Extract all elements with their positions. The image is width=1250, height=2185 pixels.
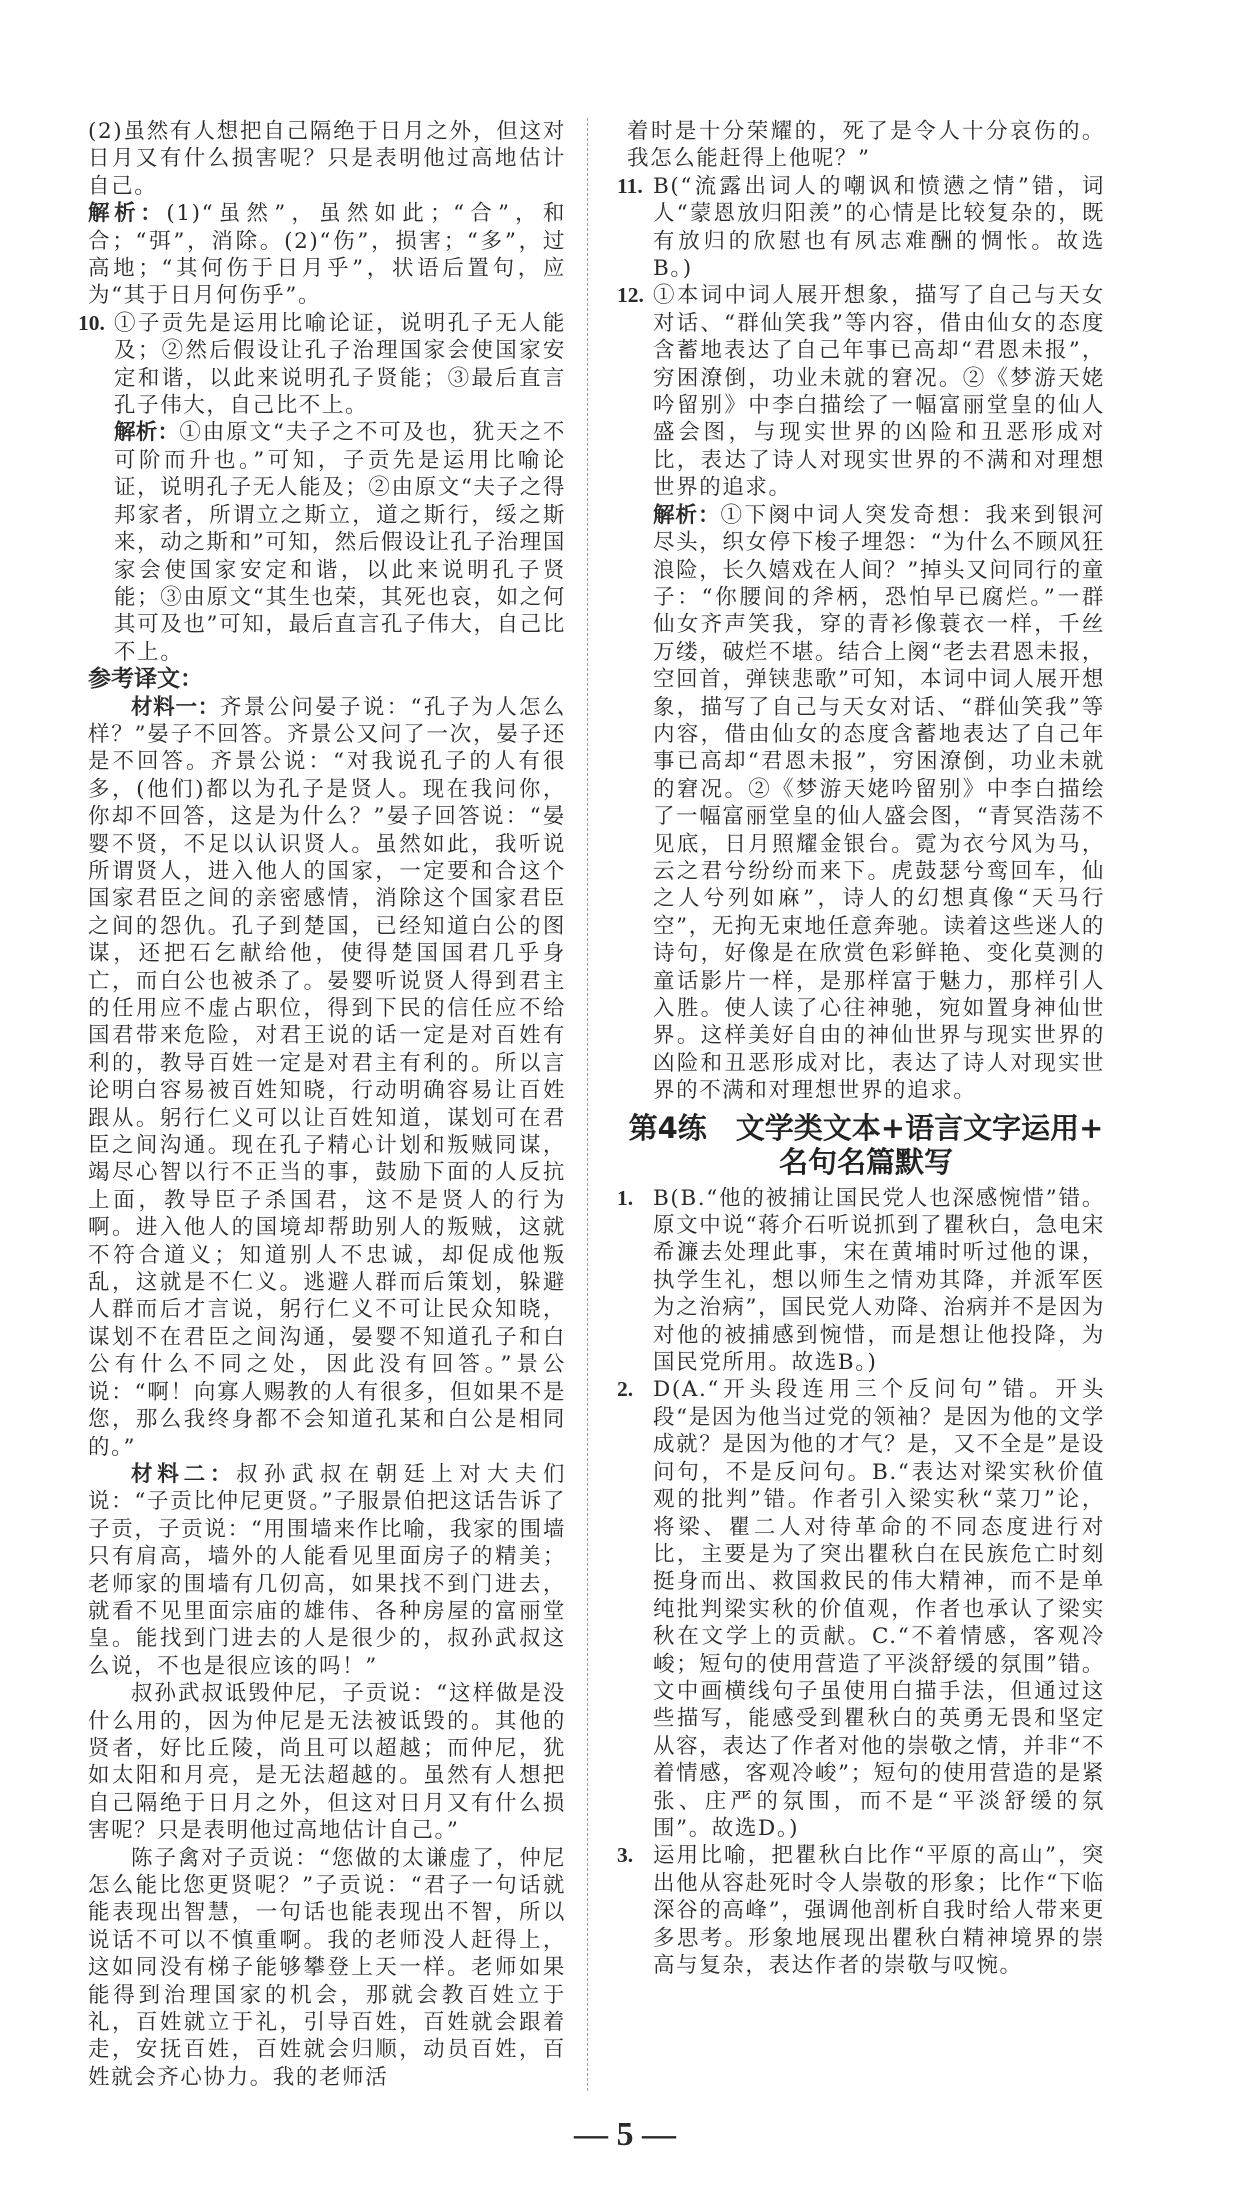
answer-text: 运用比喻，把瞿秋白比作“平原的高山”，突出他从容赴死时令人崇敬的形象；比作“下临深谷的高峰”，强调他剖析自我时给人带来更多思考。形象地展现出瞿秋白精神境界的崇高与复杂，表达作者的崇敬与叹惋。 bbox=[653, 1843, 1105, 1978]
translation-continued: 着时是十分荣耀的，死了是令人十分哀伤的。我怎么能赶得上他呢？” bbox=[627, 119, 1105, 172]
analysis-9 bbox=[88, 200, 566, 310]
answer-12 bbox=[617, 282, 1105, 501]
answer-10 bbox=[78, 310, 566, 420]
question-number: 10. bbox=[78, 310, 105, 335]
column-divider bbox=[587, 118, 588, 2091]
analysis-label: 解析： bbox=[653, 502, 721, 528]
analysis-label: 解析： bbox=[88, 201, 167, 227]
material-label: 材料二： bbox=[131, 1461, 237, 1487]
reference-translation-heading: 参考译文： bbox=[88, 666, 203, 693]
material-text: 齐景公问晏子说：“孔子为人怎么样？”晏子不回答。齐景公又问了一次，晏子还是不回答。齐景公说：“对我说孔子的人有很多，(他们)都以为孔子是贤人。现在我问你，你却不回答，这是为什么？”晏子回答说：“晏婴不贤，不足以认识贤人。虽然如此，我听说所谓贤人，进入他人的国家，一定要和合这个国家君臣之间的亲密感情，消除这个国家君臣之间的怨仇。孔子到楚国，已经知道白公的图谋，还把石乞献给他，使得楚国国君几乎身亡，而白公也被杀了。晏婴听说贤人得到君主的任用应不虚占职位，得到下民的信任应不给国君带来危险，对君王说的话一定是对百姓有利的，教导百姓一定是对君主有利的。所以言论明白容易被百姓知晓，行动明确容易让百姓跟从。躬行仁义可以让百姓知道，谋划可在君臣之间沟通。现在孔子精心计划和叛贼同谋，竭尽心智以行不正当的事，鼓励下面的人反抗上面，教导臣子杀国君，这不是贤人的行为啊。进入他人的国境却帮助别人的叛贼，这就不符合道义；知道别人不忠诚，却促成他叛乱，这就是不仁义。逃避人群而后策划，躲避人群而后才言说，躬行仁义不可让民众知晓，谋划不在君臣之间沟通，晏婴不知道孔子和白公有什么不同之处，因此没有回答。”景公说：“啊！向寡人赐教的人有很多，但如果不是您，那么我终身都不会知道孔某和白公是相同的。” bbox=[88, 694, 566, 1460]
answer-11 bbox=[617, 173, 1105, 283]
answer-1 bbox=[617, 1185, 1105, 1377]
translation-line: (2)虽然有人想把自己隔绝于日月之外，但这对日月又有什么损害呢？只是表明他过高地估计自己。 bbox=[88, 119, 566, 199]
question-number: 12. bbox=[617, 283, 644, 308]
answer-text: B(B.“他的被捕让国民党人也深感惋惜”错。原文中说“蒋介石听说抓到了瞿秋白，急电宋希濂去处理此事，宋在黄埔时听过他的课，执学生礼，想以师生之情劝其降，并派军医为之治病”，国民党人劝降、治病并不是因为对他的被捕感到惋惜，而是想让他投降，为国民党所用。故选B。) bbox=[653, 1185, 1105, 1376]
page-body bbox=[78, 0, 1123, 2091]
analysis-text: (1)“虽然”，虽然如此；“合”，和合；“弭”，消除。(2)“伤”，损害；“多”，过高地；“其何伤于日月乎”，状语后置句，应为“其于日月何伤乎”。 bbox=[88, 201, 566, 309]
material-2-para-3: 陈子禽对子贡说：“您做的太谦虚了，仲尼怎么能比您更贤呢？”子贡说：“君子一句话就能表现出智慧，一句话也能表现出不智，所以说话不可以不慎重啊。我的老师没人赶得上，这如同没有梯子能够攀登上天一样。老师如果能得到治理国家的机会，那就会教百姓立于礼，百姓就立于礼，引导百姓，百姓就会跟着走，安抚百姓，百姓就会归顺，动员百姓，百姓就会齐心协力。我的老师活 bbox=[88, 1845, 566, 2090]
analysis-text: ①下阕中词人突发奇想：我来到银河尽头，织女停下梭子埋怨：“为什么不顾风狂浪险，长久嬉戏在人间？”掉头又问同行的童子：“你腰间的斧柄，恐怕早已腐烂。”一群仙女齐声笑我，穿的青衫像蓑衣一样，千丝万缕，破烂不堪。结合上阕“老去君恩未报，空回首，弹铗悲歌”可知，本词中词人展开想象，描写了自己与天女对话、“群仙笑我”等内容，借由仙女的态度含蓄地表达了自己年事已高却“君恩未报”，穷困潦倒，功业未就的窘况。②《梦游天姥吟留别》中李白描绘了一幅富丽堂皇的仙人盛会图，“青冥浩荡不见底，日月照耀金银台。霓为衣兮风为马，云之君兮纷纷而来下。虎鼓瑟兮鸾回车，仙之人兮列如麻”，诗人的幻想真像“天马行空”，无拘无束地任意奔驰。读着这些迷人的诗句，好像是在欣赏色彩鲜艳、变化莫测的童话影片一样，是那样富于魅力，那样引人入胜。使人读了心往神驰，宛如置身神仙世界。这样美好自由的神仙世界与现实世界的凶险和丑恶形成对比，表达了诗人对现实世界的不满和对理想世界的追求。 bbox=[653, 502, 1105, 1104]
left-column bbox=[78, 118, 566, 2091]
question-number: 3. bbox=[617, 1843, 634, 1868]
page-number: — 5 — bbox=[574, 2116, 676, 2154]
analysis-10 bbox=[88, 419, 566, 666]
analysis-12 bbox=[627, 502, 1105, 1105]
section-title-line-1: 第4练 文学类文本+语言文字运用+ bbox=[628, 1110, 1104, 1145]
section-title bbox=[627, 1111, 1105, 1179]
material-2 bbox=[88, 1461, 566, 1680]
analysis-text: ①由原文“夫子之不可及也，犹天之不可阶而升也。”可知，子贡先是运用比喻论证，说明孔子无人能及；②由原文“夫子之得邦家者，所谓立之斯立，道之斯行，绥之斯来，动之斯和”可知，然后假设让孔子治理国家会使国家安定和谐，以此来说明孔子贤能；③由原文“其生也荣，其死也哀，如之何其可及也”可知，最后直言孔子伟大，自己比不上。 bbox=[114, 420, 566, 665]
analysis-label: 解析： bbox=[114, 420, 180, 446]
material-label: 材料一： bbox=[131, 694, 220, 720]
material-2-para-2: 叔孙武叔诋毁仲尼，子贡说：“这样做是没什么用的，因为仲尼是无法被诋毁的。其他的贤者，好比丘陵，尚且可以超越；而仲尼，犹如太阳和月亮，是无法超越的。虽然有人想把自己隔绝于日月之外，但这对日月又有什么损害呢？只是表明他过高地估计自己。” bbox=[88, 1681, 566, 1844]
answer-text: ①子贡先是运用比喻论证，说明孔子无人能及；②然后假设让孔子治理国家会使国家安定和谐，以此来说明孔子贤能；③最后直言孔子伟大，自己比不上。 bbox=[114, 310, 566, 419]
question-number: 11. bbox=[617, 173, 643, 198]
answer-text: D(A.“开头段连用三个反问句”错。开头段“是因为他当过党的领袖？是因为他的文学成就？是因为他的才气？是，又不全是”是设问句，不是反问句。B.“表达对梁实秋价值观的批判”错。作者引入梁实秋“菜刀”论，将梁、瞿二人对待革命的不同态度进行对比，主要是为了突出瞿秋白在民族危亡时刻挺身而出、救国救民的伟大精神，而不是单纯批判梁实秋的价值观，作者也承认了梁实秋在文学上的贡献。C.“不着情感，客观冷峻；短句的使用营造了平淡舒缓的氛围”错。文中画横线句子虽使用白描手法，但通过这些描写，能感受到瞿秋白的英勇无畏和坚定从容，表达了作者对他的崇敬之情，并非“不着情感，客观冷峻”；短句的使用营造的是紧张、庄严的氛围，而不是“平淡舒缓的氛围”。故选D。) bbox=[653, 1377, 1105, 1841]
material-text: 叔孙武叔在朝廷上对大夫们说：“子贡比仲尼更贤。”子服景伯把这话告诉了子贡，子贡说：“用围墙来作比喻，我家的围墙只有肩高，墙外的人能看见里面房子的精美；老师家的围墙有几仞高，如果找不到门进去，就看不见里面宗庙的雄伟、各种房屋的富丽堂皇。能找到门进去的人是很少的，叔孙武叔这么说，不也是很应该的吗！” bbox=[88, 1461, 566, 1679]
answer-text: B(“流露出词人的嘲讽和愤懑之情”错，词人“蒙恩放归阳羡”的心情是比较复杂的，既有放归的欣慰也有夙志难酬的惆怅。故选B。) bbox=[653, 173, 1105, 282]
question-number: 2. bbox=[617, 1377, 634, 1402]
right-column bbox=[617, 118, 1105, 2091]
answer-text: ①本词中词人展开想象，描写了自己与天女对话、“群仙笑我”等内容，借由仙女的态度含蓄地表达了自己年事已高却“君恩未报”，穷困潦倒，功业未就的窘况。②《梦游天姥吟留别》中李白描绘了一幅富丽堂皇的仙人盛会图，与现实世界的凶险和丑恶形成对比，表达了诗人对现实世界的不满和对理想世界的追求。 bbox=[653, 283, 1105, 501]
question-number: 1. bbox=[617, 1185, 634, 1210]
answer-2 bbox=[617, 1376, 1105, 1842]
section-title-line-2: 名句名篇默写 bbox=[778, 1144, 953, 1179]
material-1 bbox=[88, 694, 566, 1461]
answer-3 bbox=[617, 1842, 1105, 1979]
